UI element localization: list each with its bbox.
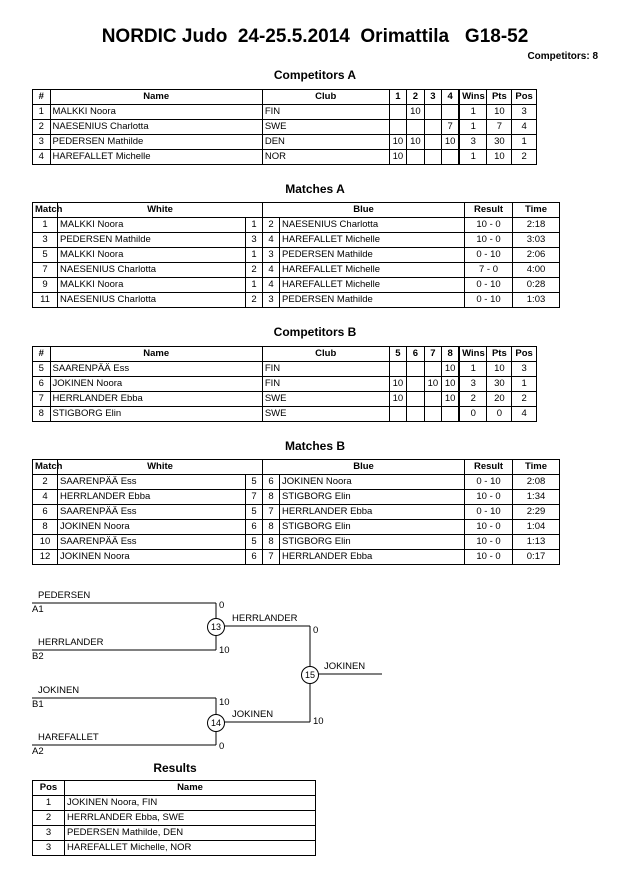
white-num: 2 [246, 263, 263, 278]
white-num: 5 [246, 475, 263, 490]
col-header-7: 7 [424, 347, 442, 362]
match-number: 11 [33, 293, 58, 308]
match-result: 0 - 10 [465, 248, 513, 263]
score-cell: 10 [442, 362, 460, 377]
score-cell: 10 [442, 377, 460, 392]
result-name: JOKINEN Noora, FIN [65, 796, 316, 811]
match-time: 0:17 [513, 550, 560, 565]
pts-cell: 10 [487, 150, 512, 165]
result-row [33, 841, 316, 856]
pts-cell: 20 [487, 392, 512, 407]
col-header-match: Match [33, 460, 58, 475]
pos-cell: 3 [512, 105, 537, 120]
semi2-top-name: JOKINEN [38, 685, 80, 696]
col-header-white: White [58, 203, 263, 218]
match-result: 0 - 10 [465, 293, 513, 308]
score-cell: 7 [442, 120, 460, 135]
white-name: JOKINEN Noora [58, 520, 246, 535]
competitor-num: 5 [33, 362, 51, 377]
semi1-bottom-score: 10 [219, 645, 230, 656]
white-name: SAARENPÄÄ Ess [58, 535, 246, 550]
blue-num: 7 [263, 505, 280, 520]
match-number: 4 [33, 490, 58, 505]
competitor-club: FIN [262, 105, 389, 120]
match-result: 10 - 0 [465, 490, 513, 505]
blue-name: STIGBORG Elin [280, 490, 465, 505]
blue-name: HAREFALLET Michelle [280, 263, 465, 278]
col-header-8: 8 [442, 347, 460, 362]
col-header-blue: Blue [263, 460, 465, 475]
competitors-a-title: Competitors A [273, 68, 357, 82]
results-table [32, 780, 316, 856]
white-name: NAESENIUS Charlotta [58, 263, 246, 278]
wins-cell: 0 [459, 407, 487, 422]
match-time: 1:03 [513, 293, 560, 308]
match-time: 1:04 [513, 520, 560, 535]
competitor-num: 7 [33, 392, 51, 407]
white-name: HERRLANDER Ebba [58, 490, 246, 505]
col-header-club: Club [262, 347, 389, 362]
wins-cell: 1 [459, 120, 487, 135]
semi2-winner-score: 10 [313, 716, 324, 727]
match-number: 2 [33, 475, 58, 490]
blue-name: HERRLANDER Ebba [280, 550, 465, 565]
blue-num: 4 [263, 263, 280, 278]
competitor-club: SWE [262, 392, 389, 407]
blue-num: 4 [263, 278, 280, 293]
match-time: 2:06 [513, 248, 560, 263]
result-pos: 3 [33, 841, 65, 856]
semi1-top-name: PEDERSEN [38, 590, 91, 601]
competitor-num: 3 [33, 135, 51, 150]
match-result: 10 - 0 [465, 233, 513, 248]
matches-a-title: Matches A [285, 182, 345, 196]
competitor-name: SAARENPÄÄ Ess [50, 362, 262, 377]
match-number: 6 [33, 505, 58, 520]
col-header-blue: Blue [263, 203, 465, 218]
wins-cell: 3 [459, 135, 487, 150]
competitor-name: HERRLANDER Ebba [50, 392, 262, 407]
match-time: 4:00 [513, 263, 560, 278]
blue-num: 4 [263, 233, 280, 248]
score-cell: 10 [442, 135, 460, 150]
blue-name: HERRLANDER Ebba [280, 505, 465, 520]
col-header-num: # [33, 347, 51, 362]
blue-name: STIGBORG Elin [280, 535, 465, 550]
semi1-winner-score: 0 [313, 625, 319, 636]
col-header-pts: Pts [487, 347, 512, 362]
match-result: 0 - 10 [465, 505, 513, 520]
competitor-num: 1 [33, 105, 51, 120]
score-cell: 10 [407, 135, 425, 150]
blue-num: 8 [263, 490, 280, 505]
col-header-6: 6 [407, 347, 425, 362]
score-cell: 10 [389, 150, 407, 165]
competitors-count: Competitors: 8 [527, 51, 598, 62]
blue-num: 6 [263, 475, 280, 490]
col-header-result: Result [465, 203, 513, 218]
match-time: 1:13 [513, 535, 560, 550]
white-num: 1 [246, 278, 263, 293]
match-time: 0:28 [513, 278, 560, 293]
result-row [33, 826, 316, 841]
competitor-num: 4 [33, 150, 51, 165]
score-cell: 10 [389, 135, 407, 150]
match-result: 10 - 0 [465, 550, 513, 565]
match-number: 7 [33, 263, 58, 278]
col-header-result: Result [465, 460, 513, 475]
white-name: NAESENIUS Charlotta [58, 293, 246, 308]
pos-cell: 1 [512, 377, 537, 392]
white-num: 1 [246, 248, 263, 263]
pts-cell: 10 [487, 362, 512, 377]
semi2-bottom-score: 0 [219, 741, 225, 752]
col-header-name: Name [50, 90, 262, 105]
match-number: 10 [33, 535, 58, 550]
score-cell: 10 [407, 105, 425, 120]
semi1-winner: HERRLANDER [232, 613, 298, 624]
pts-cell: 30 [487, 135, 512, 150]
white-num: 3 [246, 233, 263, 248]
competitor-club: FIN [262, 377, 389, 392]
final-winner: JOKINEN [324, 661, 366, 672]
result-row [33, 811, 316, 826]
score-cell: 10 [389, 392, 407, 407]
result-row [33, 796, 316, 811]
col-header-5: 5 [389, 347, 407, 362]
result-pos: 1 [33, 796, 65, 811]
white-name: SAARENPÄÄ Ess [58, 475, 246, 490]
blue-name: JOKINEN Noora [280, 475, 465, 490]
results-title: Results [153, 761, 197, 775]
wins-cell: 1 [459, 150, 487, 165]
competitor-name: JOKINEN Noora [50, 377, 262, 392]
white-num: 6 [246, 520, 263, 535]
result-name: HAREFALLET Michelle, NOR [65, 841, 316, 856]
match-time: 3:03 [513, 233, 560, 248]
col-header-pts: Pts [487, 90, 512, 105]
col-header-wins: Wins [459, 90, 487, 105]
white-num: 5 [246, 535, 263, 550]
match-result: 0 - 10 [465, 278, 513, 293]
blue-name: HAREFALLET Michelle [280, 278, 465, 293]
pts-cell: 7 [487, 120, 512, 135]
blue-num: 2 [263, 218, 280, 233]
competitor-num: 2 [33, 120, 51, 135]
col-header-pos: Pos [512, 90, 537, 105]
match-number: 1 [33, 218, 58, 233]
col-header-3: 3 [424, 90, 442, 105]
competitor-num: 8 [33, 407, 51, 422]
col-header-pos: Pos [33, 781, 65, 796]
blue-num: 7 [263, 550, 280, 565]
match-15-circle: 15 [301, 666, 319, 684]
competitor-club: DEN [262, 135, 389, 150]
competitor-name: STIGBORG Elin [50, 407, 262, 422]
competitor-name: PEDERSEN Mathilde [50, 135, 262, 150]
result-name: PEDERSEN Mathilde, DEN [65, 826, 316, 841]
col-header-num: # [33, 90, 51, 105]
match-14-circle: 14 [207, 714, 225, 732]
semi1-top-seed: A1 [32, 604, 44, 615]
blue-num: 8 [263, 520, 280, 535]
page-title: NORDIC Judo 24-25.5.2014 Orimattila G18-52 [101, 26, 529, 47]
competitor-num: 6 [33, 377, 51, 392]
competitor-club: SWE [262, 407, 389, 422]
col-header-4: 4 [442, 90, 460, 105]
white-num: 6 [246, 550, 263, 565]
match-number: 9 [33, 278, 58, 293]
competitor-club: NOR [262, 150, 389, 165]
white-name: PEDERSEN Mathilde [58, 233, 246, 248]
blue-num: 3 [263, 248, 280, 263]
match-result: 10 - 0 [465, 535, 513, 550]
col-header-wins: Wins [459, 347, 487, 362]
pts-cell: 30 [487, 377, 512, 392]
competitor-name: MALKKI Noora [50, 105, 262, 120]
match-number: 12 [33, 550, 58, 565]
semi2-winner: JOKINEN [232, 709, 274, 720]
competitor-club: FIN [262, 362, 389, 377]
pos-cell: 3 [512, 362, 537, 377]
competitor-club: SWE [262, 120, 389, 135]
blue-name: STIGBORG Elin [280, 520, 465, 535]
pos-cell: 2 [512, 150, 537, 165]
col-header-pos: Pos [512, 347, 537, 362]
semi2-top-seed: B1 [32, 699, 44, 710]
matches-b-title: Matches B [284, 439, 346, 453]
blue-num: 8 [263, 535, 280, 550]
match-time: 2:08 [513, 475, 560, 490]
wins-cell: 1 [459, 362, 487, 377]
match-number: 3 [33, 233, 58, 248]
white-name: MALKKI Noora [58, 218, 246, 233]
semi2-top-score: 10 [219, 697, 230, 708]
col-header-name: Name [65, 781, 316, 796]
match-result: 10 - 0 [465, 218, 513, 233]
blue-name: PEDERSEN Mathilde [280, 293, 465, 308]
blue-name: NAESENIUS Charlotta [280, 218, 465, 233]
match-result: 0 - 10 [465, 475, 513, 490]
pts-cell: 0 [487, 407, 512, 422]
col-header-club: Club [262, 90, 389, 105]
pos-cell: 4 [512, 407, 537, 422]
result-name: HERRLANDER Ebba, SWE [65, 811, 316, 826]
white-num: 7 [246, 490, 263, 505]
pts-cell: 10 [487, 105, 512, 120]
col-header-name: Name [50, 347, 262, 362]
competitor-name: HAREFALLET Michelle [50, 150, 262, 165]
match-result: 7 - 0 [465, 263, 513, 278]
score-cell: 10 [442, 392, 460, 407]
col-header-match: Match [33, 203, 58, 218]
match-time: 1:34 [513, 490, 560, 505]
wins-cell: 2 [459, 392, 487, 407]
match-number: 8 [33, 520, 58, 535]
blue-name: HAREFALLET Michelle [280, 233, 465, 248]
semi1-top-score: 0 [219, 600, 225, 611]
col-header-2: 2 [407, 90, 425, 105]
semi1-bottom-name: HERRLANDER [38, 637, 104, 648]
white-num: 1 [246, 218, 263, 233]
competitor-name: NAESENIUS Charlotta [50, 120, 262, 135]
match-result: 10 - 0 [465, 520, 513, 535]
white-name: SAARENPÄÄ Ess [58, 505, 246, 520]
white-num: 5 [246, 505, 263, 520]
white-num: 2 [246, 293, 263, 308]
white-name: MALKKI Noora [58, 248, 246, 263]
col-header-1: 1 [389, 90, 407, 105]
results-header-row [33, 781, 316, 796]
blue-name: PEDERSEN Mathilde [280, 248, 465, 263]
pos-cell: 1 [512, 135, 537, 150]
result-pos: 2 [33, 811, 65, 826]
semi1-bottom-seed: B2 [32, 651, 44, 662]
result-pos: 3 [33, 826, 65, 841]
semi2-bottom-seed: A2 [32, 746, 44, 757]
col-header-time: Time [513, 460, 560, 475]
match-number: 5 [33, 248, 58, 263]
col-header-time: Time [513, 203, 560, 218]
match-time: 2:18 [513, 218, 560, 233]
pos-cell: 4 [512, 120, 537, 135]
wins-cell: 1 [459, 105, 487, 120]
blue-num: 3 [263, 293, 280, 308]
pos-cell: 2 [512, 392, 537, 407]
competitors-b-title: Competitors B [273, 325, 357, 339]
white-name: MALKKI Noora [58, 278, 246, 293]
score-cell: 10 [424, 377, 442, 392]
match-time: 2:29 [513, 505, 560, 520]
col-header-white: White [58, 460, 263, 475]
semi2-bottom-name: HAREFALLET [38, 732, 99, 743]
score-cell: 10 [389, 377, 407, 392]
match-13-circle: 13 [207, 618, 225, 636]
wins-cell: 3 [459, 377, 487, 392]
white-name: JOKINEN Noora [58, 550, 246, 565]
